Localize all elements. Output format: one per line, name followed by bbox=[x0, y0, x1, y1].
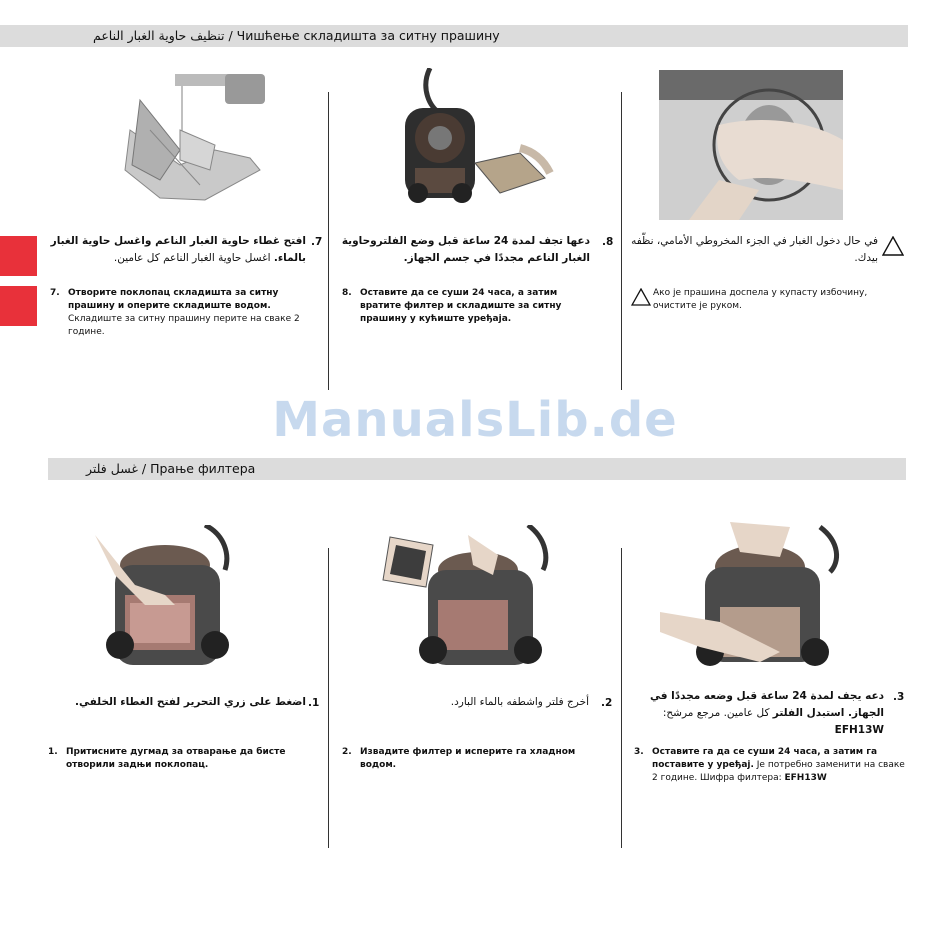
column-divider bbox=[328, 92, 329, 390]
step-2-serbian: 2. Извадите филтер и исперите га хладном водом. bbox=[342, 747, 576, 770]
warning-triangle-icon bbox=[631, 288, 651, 310]
step-8-serbian: 8. Оставите да се суши 24 часа, а затим вратите филтер и складиште за ситну прашину у кућиште уређаја. bbox=[342, 288, 562, 324]
step-1-number: .1 bbox=[308, 697, 320, 709]
step-3-arabic: دعه يجف لمدة 24 ساعة قبل وضعه مجددًا في الجهاز. استبدل الفلتر كل عامين. مرجع مرشح: EFH13W bbox=[650, 690, 884, 736]
section-header-filter-wash bbox=[48, 458, 906, 480]
section-title: غسل فلتر / Прање филтера bbox=[86, 461, 256, 476]
warning-serbian: Ако је прашина доспела у купасту избочину, очистите је руком. bbox=[653, 288, 868, 311]
section-title: تنظيف حاوية الغبار الناعم / Чишћење складишта за ситну прашину bbox=[93, 28, 500, 43]
watermark: ManualsLib.de bbox=[272, 392, 678, 448]
section-header-fine-dust bbox=[0, 25, 908, 47]
column-divider bbox=[621, 548, 622, 848]
removing-filter-illustration bbox=[378, 525, 553, 675]
step-3-serbian: 3. Оставите га да се суши 24 часа, а затим га поставите у уређај. Је потребно заменити на сваке 2 године. Шифра филтера: EFH13W bbox=[634, 747, 905, 783]
side-tab-marker bbox=[0, 286, 37, 326]
step-8-number: .8 bbox=[602, 236, 614, 248]
step-2-arabic: أخرج فلتر واشطفه بالماء البارد. bbox=[450, 696, 589, 708]
step-1-serbian: 1. Притисните дугмад за отварање да бисте отворили задњи поклопац. bbox=[48, 747, 286, 770]
warning-triangle-icon bbox=[882, 236, 904, 260]
side-tab-marker bbox=[0, 236, 37, 276]
vacuum-with-filter-illustration bbox=[400, 68, 555, 208]
step-2-number: .2 bbox=[601, 697, 613, 709]
step-7-arabic: افتح غطاء حاوية الغبار الناعم واغسل حاوية الغبار بالماء. اغسل حاوية الغبار الناعم كل عامين. bbox=[50, 235, 306, 264]
reinserting-filter-illustration bbox=[660, 522, 842, 672]
step-3-number: .3 bbox=[893, 691, 905, 703]
step-1-arabic: اضغط على زري التحرير لفتح الغطاء الخلفي. bbox=[75, 696, 306, 708]
hand-cleaning-cone-illustration bbox=[659, 70, 843, 220]
step-7-number: .7 bbox=[311, 236, 323, 248]
pressing-release-buttons-illustration bbox=[95, 525, 235, 675]
column-divider bbox=[328, 548, 329, 848]
step-7-serbian: 7. Отворите поклопац складишта за ситну прашину и оперите складиште водом. Складиште за ситну прашину перите на сваке 2 године. bbox=[50, 288, 300, 337]
fine-dust-container-open-illustration bbox=[120, 70, 280, 210]
column-divider bbox=[621, 92, 622, 390]
step-8-arabic: دعها تجف لمدة 24 ساعة قبل وضع الفلتروحاوية الغبار الناعم مجددًا في جسم الجهاز. bbox=[341, 235, 590, 264]
warning-arabic: في حال دخول الغبار في الجزء المخروطي الأمامي، نظّفه بيدك. bbox=[631, 235, 878, 264]
